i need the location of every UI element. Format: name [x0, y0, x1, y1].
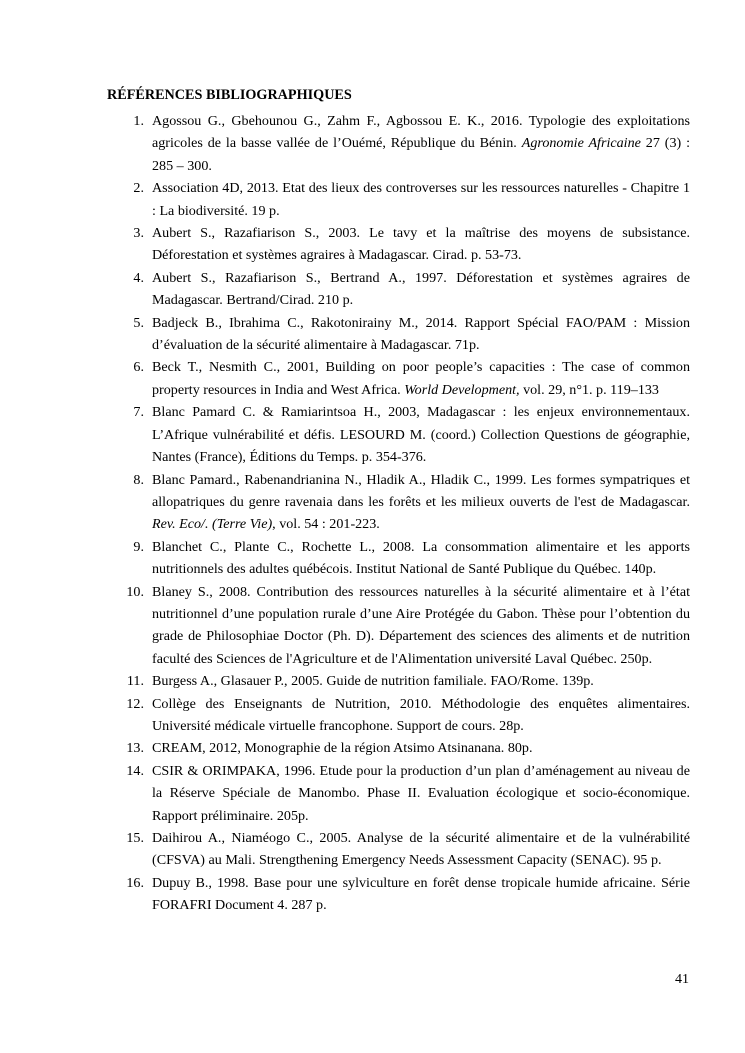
journal-title: World Development, [404, 381, 520, 398]
reference-item [107, 401, 690, 468]
reference-item [107, 222, 690, 267]
journal-title: Agronomie Africaine [521, 135, 641, 152]
reference-text: Beck T., Nesmith C., 2001, Building on poor people’s capacities : The case of common property resources in India and West Africa. World Development, vol. 29, n°1. p. 119–133 [152, 359, 690, 398]
reference-text: Badjeck B., Ibrahima C., Rakotonirainy M., 2014. Rapport Spécial FAO/PAM : Mission d’évaluation de la sécurité alimentaire à Madagascar. 71p. [152, 314, 690, 354]
reference-list [107, 110, 690, 917]
reference-item [107, 469, 690, 536]
reference-item [107, 827, 690, 872]
reference-text: CSIR & ORIMPAKA, 1996. Etude pour la production d’un plan d’aménagement au niveau de la Réserve Spéciale de Manombo. Phase II. Evaluation écologique et socio-économique. Rapport préliminaire. 205p. [152, 762, 690, 824]
reference-number: 7. [133, 404, 144, 421]
reference-number: 9. [133, 538, 144, 555]
reference-number: 12. [126, 695, 144, 712]
reference-number: 8. [133, 471, 144, 488]
reference-item [107, 693, 690, 738]
reference-item [107, 581, 690, 671]
reference-text: Blaney S., 2008. Contribution des ressources naturelles à la sécurité alimentaire et à l’état nutritionnel d’une population rurale d’une Aire Protégée du Gabon. Thèse pour l’obtention du grade de Philosophiae Doctor (Ph. D). Département des sciences des aliments et de nutrition faculté des Sciences de l'Agriculture et de l'Alimentation université Laval Québec. 250p. [152, 583, 690, 667]
reference-number: 3. [133, 225, 144, 242]
reference-item [107, 312, 690, 357]
reference-number: 15. [126, 830, 144, 846]
reference-text: Aubert S., Razafiarison S., Bertrand A., 1997. Déforestation et systèmes agraires de Madagascar. Bertrand/Cirad. 210 p. [152, 269, 690, 309]
reference-text: Blanc Pamard., Rabenandrianina N., Hladik A., Hladik C., 1999. Les formes sympatriques et allopatriques du genre ravenaia dans les forêts et les milieux ouverts de l'est de Madagascar. Rev. Eco/. (Terre Vie), vol. 54 : 201-223. [152, 471, 690, 533]
journal-title: Rev. Eco/. (Terre Vie) [152, 516, 273, 533]
reference-number: 16. [126, 874, 144, 891]
reference-text: Aubert S., Razafiarison S., 2003. Le tavy et la maîtrise des moyens de subsistance. Déforestation et systèmes agraires à Madagascar. Cirad. p. 53-73. [152, 225, 690, 264]
reference-item [107, 872, 690, 917]
reference-number: 1. [133, 113, 144, 129]
reference-item [107, 177, 690, 222]
reference-text: Dupuy B., 1998. Base pour une sylviculture en forêt dense tropicale humide africaine. Série FORAFRI Document 4. 287 p. [152, 874, 690, 914]
reference-item [107, 356, 690, 401]
reference-text: Daihirou A., Niaméogo C., 2005. Analyse de la sécurité alimentaire et de la vulnérabilité (CFSVA) au Mali. Strengthening Emergency Needs Assessment Capacity (SENAC). 95 p. [152, 830, 690, 869]
reference-number: 14. [126, 762, 144, 779]
reference-item [107, 737, 690, 759]
reference-item [107, 760, 690, 827]
reference-text: Agossou G., Gbehounou G., Zahm F., Agbossou E. K., 2016. Typologie des exploitations agricoles de la basse vallée de l’Ouémé, République du Bénin. Agronomie Africaine 27 (3) : 285 – 300. [152, 113, 690, 174]
reference-text: Blanchet C., Plante C., Rochette L., 2008. La consommation alimentaire et les apports nutritionnels des adultes québécois. Institut National de Santé Publique du Québec. 140p. [152, 538, 690, 578]
reference-text: Burgess A., Glasauer P., 2005. Guide de nutrition familiale. FAO/Rome. 139p. [152, 673, 594, 690]
reference-number: 4. [133, 269, 144, 286]
reference-item [107, 110, 690, 177]
reference-text: Collège des Enseignants de Nutrition, 2010. Méthodologie des enquêtes alimentaires. Université médicale virtuelle francophone. Support de cours. 28p. [152, 695, 690, 734]
section-heading: RÉFÉRENCES BIBLIOGRAPHIQUES [107, 87, 352, 103]
reference-number: 6. [133, 359, 144, 376]
reference-item [107, 267, 690, 312]
reference-number: 10. [126, 583, 144, 600]
reference-number: 5. [133, 314, 144, 331]
reference-number: 11. [126, 673, 144, 690]
reference-item [107, 536, 690, 581]
reference-number: 2. [133, 180, 144, 197]
reference-text: CREAM, 2012, Monographie de la région Atsimo Atsinanana. 80p. [152, 740, 533, 757]
reference-text: Association 4D, 2013. Etat des lieux des controverses sur les ressources naturelles - Chapitre 1 : La biodiversité. 19 p. [152, 180, 690, 219]
page-number: 41 [675, 972, 689, 987]
reference-item [107, 670, 690, 692]
reference-number: 13. [126, 740, 144, 757]
reference-text: Blanc Pamard C. & Ramiarintsoa H., 2003, Madagascar : les enjeux environnementaux. L’Afrique vulnérabilité et défis. LESOURD M. (coord.) Collection Questions de géographie, Nantes (France), Éditions du Temps. p. 354-376. [152, 404, 690, 466]
